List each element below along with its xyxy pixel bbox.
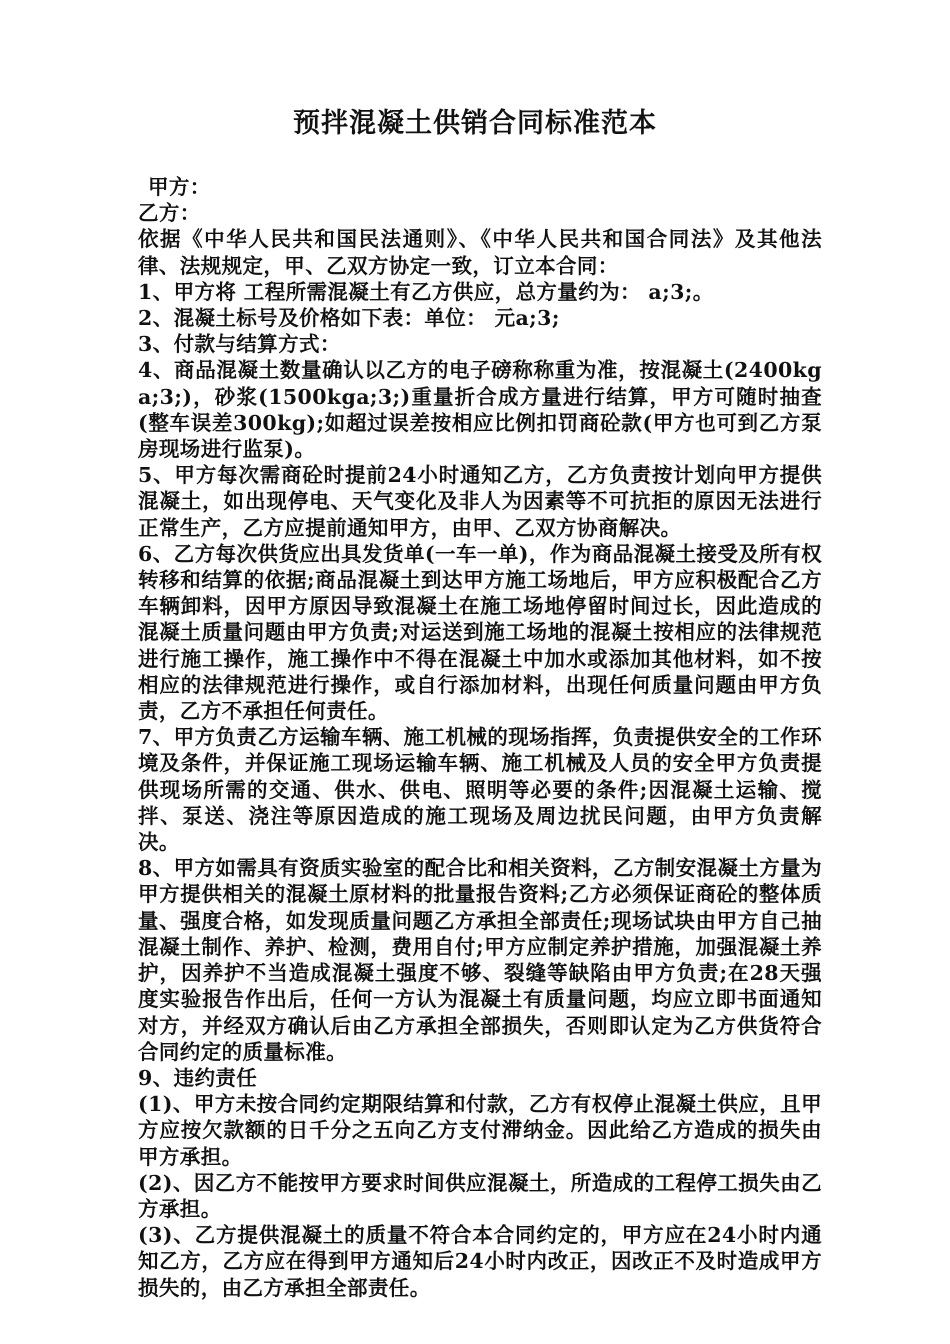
clause-9-heading: 9、违约责任 (138, 1065, 258, 1090)
clause-4: 4、商品混凝土数量确认以乙方的电子磅称称重为准，按混凝土(2400kga;3;)，砂浆(1500kga;3;)重量折合成方量进行结算，甲方可随时抽查(整车误差300kg);如超过误差按相应比例扣罚商砼款(甲方也可到乙方泵房现场进行监泵)。 (138, 358, 822, 462)
clause-9-item-1: (1)、甲方未按合同约定期限结算和付款，乙方有权停止混凝土供应，且甲方应按欠款额的日千分之五向乙方支付滞纳金。因此给乙方造成的损失由甲方承担。 (138, 1092, 822, 1169)
clause-9-item-2: (2)、因乙方不能按甲方要求时间供应混凝土，所造成的工程停工损失由乙方承担。 (138, 1170, 822, 1221)
clause-8: 8、甲方如需具有资质实验室的配合比和相关资料，乙方制安混凝土方量为甲方提供相关的混凝土原材料的批量报告资料;乙方必须保证商砼的整体质量、强度合格，如发现质量问题乙方承担全部责任;现场试块由甲方自己抽混凝土制作、养护、检测，费用自付;甲方应制定养护措施，加强混凝土养护，因养护不当造成混凝土强度不够、裂缝等缺陷由甲方负责;在28天强度实验报告作出后，任何一方认为混凝土有质量问题，均应立即书面通知对方，并经双方确认后由乙方承担全部损失，否则即认定为乙方供货符合合同约定的质量标准。 (138, 856, 822, 1064)
party-a-line: 甲方： (148, 175, 211, 199)
clause-6: 6、乙方每次供货应出具发货单(一车一单)，作为商品混凝土接受及所有权转移和结算的依据;商品混凝土到达甲方施工场地后，甲方应积极配合乙方车辆卸料，因甲方原因导致混凝土在施工场地停留时间过长，因此造成的混凝土质量问题由甲方负责;对运送到施工场地的混凝土按相应的法律规范进行施工操作，施工操作中不得在混凝土中加水或添加其他材料，如不按相应的法律规范进行操作，或自行添加材料，出现任何质量问题由甲方负责，乙方不承担任何责任。 (138, 541, 822, 724)
clause-9-item-3: (3)、乙方提供混凝土的质量不符合本合同约定的，甲方应在24小时内通知乙方，乙方应在得到甲方通知后24小时内改正，因改正不及时造成甲方损失的，由乙方承担全部责任。 (138, 1223, 822, 1300)
clause-1: 1、甲方将 工程所需混凝土有乙方供应，总方量约为： a;3;。 (138, 279, 714, 304)
document-body (138, 174, 822, 1301)
clause-5: 5、甲方每次需商砼时提前24小时通知乙方，乙方负责按计划向甲方提供混凝土，如出现停电、天气变化及非人为因素等不可抗拒的原因无法进行正常生产，乙方应提前通知甲方，由甲、乙双方协商解决。 (138, 463, 822, 540)
preamble-paragraph: 依据《中华人民共和国民法通则》、《中华人民共和国合同法》及其他法律、法规规定，甲、乙双方协定一致，订立本合同： (138, 227, 822, 278)
clause-2: 2、混凝土标号及价格如下表：单位： 元a;3; (138, 306, 560, 331)
document-title: 预拌混凝土供销合同标准范本 (293, 108, 657, 139)
clause-7: 7、甲方负责乙方运输车辆、施工机械的现场指挥，负责提供安全的工作环境及条件，并保证施工现场运输车辆、施工机械及人员的安全甲方负责提供现场所需的交通、供水、供电、照明等必要的条件;因混凝土运输、搅拌、泵送、浇注等原因造成的施工现场及周边扰民问题，由甲方负责解决。 (138, 725, 822, 855)
party-b-line: 乙方： (138, 201, 201, 226)
clause-3: 3、付款与结算方式： (138, 332, 341, 357)
